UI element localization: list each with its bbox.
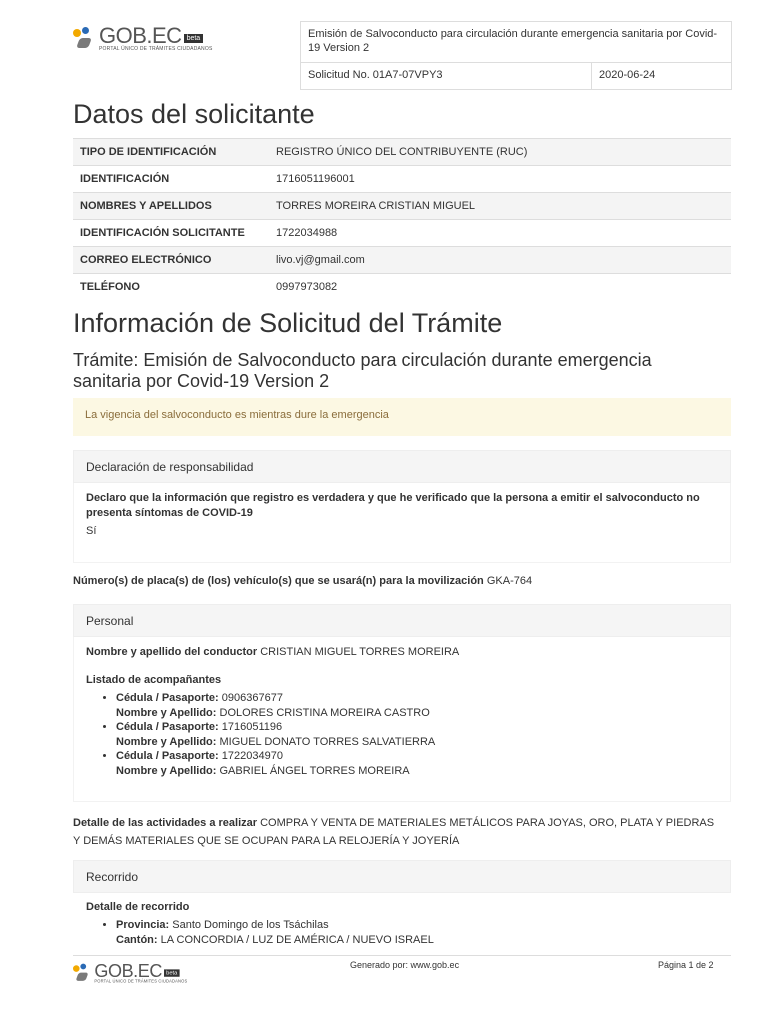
solicitud-date: 2020-06-24 xyxy=(599,69,656,81)
solicitud-number: Solicitud No. 01A7-07VPY3 xyxy=(301,63,592,89)
acompanantes-list-wrap xyxy=(86,691,435,778)
table-row xyxy=(73,139,731,166)
list-item: • Cédula / Pasaporte: 0906367677 Nombre y Apellido: DOLORES CRISTINA MOREIRA CASTRO xyxy=(116,691,435,720)
row-value: livo.vj@gmail.com xyxy=(269,247,731,274)
footer-divider xyxy=(73,955,731,956)
solicitante-heading: Datos del solicitante xyxy=(73,99,315,129)
logo-beta: beta xyxy=(184,34,204,43)
row-value: 1722034988 xyxy=(269,220,731,247)
table-row xyxy=(73,220,731,247)
row-value: REGISTRO ÚNICO DEL CONTRIBUYENTE (RUC) xyxy=(269,139,731,166)
row-label: NOMBRES Y APELLIDOS xyxy=(73,193,269,220)
recorrido-detalle-label: Detalle de recorrido xyxy=(86,901,190,913)
logo-tagline: PORTAL ÚNICO DE TRÁMITES CIUDADANOS xyxy=(99,46,213,52)
acompanante-nombre: DOLORES CRISTINA MOREIRA CASTRO xyxy=(219,706,430,719)
declaracion-question: Declaro que la información que registro es verdadera y que he verificado que la persona a emitir el salvoconducto no presenta síntomas de COVID-19 xyxy=(86,492,700,519)
actividades-field xyxy=(73,814,723,850)
list-item: • Provincia: Santo Domingo de los Tsáchilas Cantón: LA CONCORDIA / LUZ DE AMÉRICA / NUEVO ISRAEL xyxy=(116,918,434,947)
conductor-value: CRISTIAN MIGUEL TORRES MOREIRA xyxy=(260,646,460,658)
row-label: TELÉFONO xyxy=(73,274,269,301)
acompanantes-list xyxy=(86,691,435,778)
solicitante-table xyxy=(73,138,731,300)
footer-logo-mark-icon xyxy=(73,963,91,983)
acompanante-cedula: 1722034970 xyxy=(221,750,283,762)
actividades-label: Detalle de las actividades a realizar xyxy=(73,817,258,829)
acompanante-cedula: 0906367677 xyxy=(221,692,283,704)
vigencia-alert: La vigencia del salvoconducto es mientras dure la emergencia xyxy=(73,398,731,436)
list-item: • Cédula / Pasaporte: 1722034970 Nombre y Apellido: GABRIEL ÁNGEL TORRES MOREIRA xyxy=(116,749,435,778)
row-value: 0997973082 xyxy=(269,274,731,301)
logo-mark-icon xyxy=(73,27,95,51)
placas-field xyxy=(73,574,532,589)
footer-logo: GOB.EC beta PORTAL ÚNICO DE TRÁMITES CIUDADANOS xyxy=(73,962,187,984)
table-row xyxy=(73,274,731,301)
placas-label: Número(s) de placa(s) de (los) vehículo(s) que se usará(n) para la movilización xyxy=(73,575,484,587)
conductor-field xyxy=(86,645,459,660)
actividades-value: COMPRA Y VENTA DE MATERIALES METÁLICOS PARA JOYAS, ORO, PLATA Y PIEDRAS Y DEMÁS MATERIALES QUE SE OCUPAN PARA LA RELOJERÍA Y JOYERÍA xyxy=(73,817,715,847)
row-value: 1716051196001 xyxy=(269,166,731,193)
row-label: IDENTIFICACIÓN xyxy=(73,166,269,193)
logo-brand: GOB.EC xyxy=(99,23,182,48)
header-info-box xyxy=(300,21,732,90)
info-heading: Información de Solicitud del Trámite xyxy=(73,308,503,338)
declaracion-panel-header: Declaración de responsabilidad xyxy=(73,450,731,483)
row-label: IDENTIFICACIÓN SOLICITANTE xyxy=(73,220,269,247)
acompanante-nombre: MIGUEL DONATO TORRES SALVATIERRA xyxy=(219,735,436,748)
row-label: CORREO ELECTRÓNICO xyxy=(73,247,269,274)
recorrido-list xyxy=(86,918,434,947)
tramite-subheading: Trámite: Emisión de Salvoconducto para circulación durante emergencia sanitaria por Covid-19 Version 2 xyxy=(73,350,652,391)
acompanantes-label: Listado de acompañantes xyxy=(86,674,222,686)
footer-pagina: Página 1 de 2 xyxy=(658,960,714,970)
placas-value: GKA-764 xyxy=(486,575,533,587)
footer-generado: Generado por: www.gob.ec xyxy=(350,960,460,970)
declaracion-answer: Sí xyxy=(86,525,97,537)
recorrido-list-wrap xyxy=(86,918,434,947)
acompanante-cedula: 1716051196 xyxy=(221,721,283,733)
gob-ec-logo xyxy=(73,25,213,52)
row-value: TORRES MOREIRA CRISTIAN MIGUEL xyxy=(269,193,731,220)
table-row xyxy=(73,166,731,193)
personal-panel-header: Personal xyxy=(73,604,731,637)
recorrido-panel-header: Recorrido xyxy=(73,860,731,893)
acompanante-nombre: GABRIEL ÁNGEL TORRES MOREIRA xyxy=(219,764,410,777)
tramite-title: Emisión de Salvoconducto para circulación durante emergencia sanitaria por Covid-19 Version 2 xyxy=(301,22,731,63)
table-row xyxy=(73,247,731,274)
conductor-label: Nombre y apellido del conductor xyxy=(86,646,258,658)
row-label: TIPO DE IDENTIFICACIÓN xyxy=(73,139,269,166)
list-item: • Cédula / Pasaporte: 1716051196 Nombre y Apellido: MIGUEL DONATO TORRES SALVATIERRA xyxy=(116,720,435,749)
table-row xyxy=(73,193,731,220)
